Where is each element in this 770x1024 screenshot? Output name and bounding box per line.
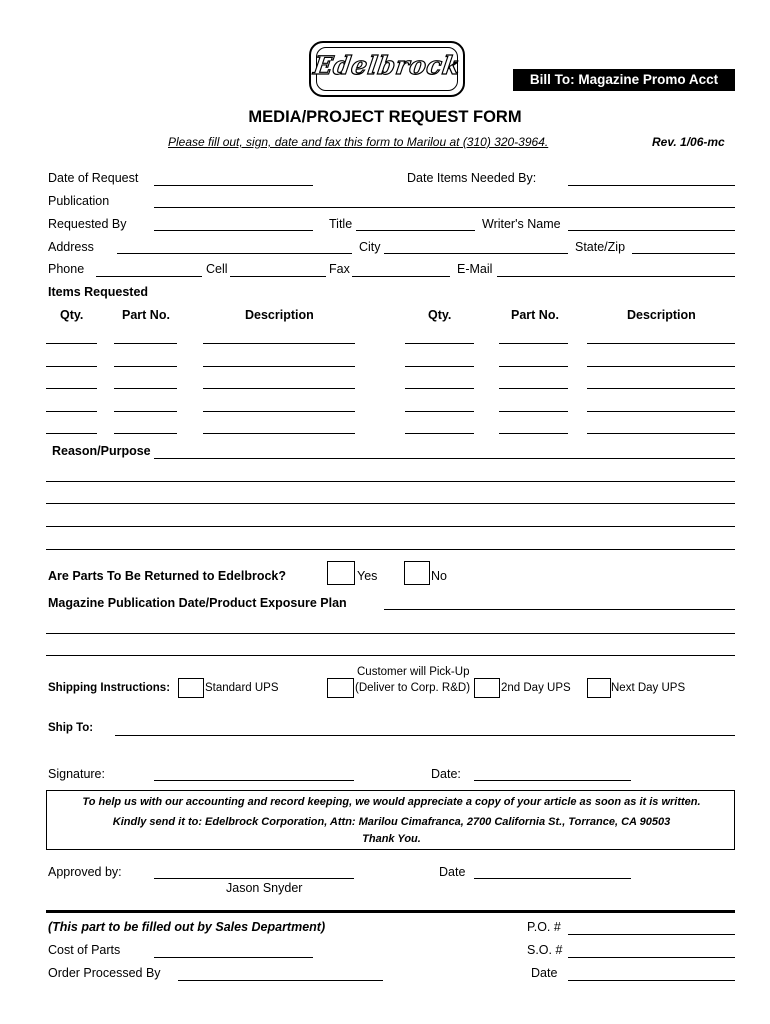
approval-date-label: Date	[439, 865, 466, 879]
note-line-2: Kindly send it to: Edelbrock Corporation, Attn: Marilou Cimafranca, 2700 California St., Torrance, CA 90503	[112, 816, 671, 828]
date-of-request-label: Date of Request	[48, 171, 139, 185]
item-qty-right-field-row-5[interactable]	[405, 433, 474, 434]
item-partno-left-field-row-2[interactable]	[114, 366, 177, 367]
items-requested-heading: Items Requested	[48, 285, 149, 299]
item-description-left-field-row-3[interactable]	[203, 388, 355, 389]
reason-label: Reason/Purpose	[52, 444, 151, 458]
logo-wordmark: Edelbrock	[311, 51, 463, 80]
item-qty-left-field-row-3[interactable]	[46, 388, 97, 389]
fax-label: Fax	[329, 262, 350, 276]
returns-yes-label: Yes	[357, 569, 378, 583]
pickup-label-line1: Customer will Pick-Up	[357, 666, 470, 678]
item-qty-right-field-row-4[interactable]	[405, 411, 474, 412]
email-label: E-Mail	[457, 262, 493, 276]
approval-date-field[interactable]	[474, 878, 631, 879]
publication-label: Publication	[48, 194, 110, 208]
phone-label: Phone	[48, 262, 85, 276]
sales-section-heading: (This part to be filled out by Sales Department)	[48, 920, 326, 934]
ship-to-field[interactable]	[115, 735, 735, 736]
note-line-1: To help us with our accounting and record keeping, we would appreciate a copy of your article as soon as it is written.	[82, 796, 701, 808]
edelbrock-logo	[309, 41, 465, 97]
standard-ups-label: Standard UPS	[205, 682, 279, 694]
item-partno-right-field-row-5[interactable]	[499, 433, 568, 434]
magazine-plan-label: Magazine Publication Date/Product Exposure Plan	[48, 596, 347, 610]
item-partno-right-field-row-2[interactable]	[499, 366, 568, 367]
col-qty-right: Qty.	[428, 308, 452, 322]
date-of-request-field[interactable]	[154, 185, 313, 186]
address-label: Address	[48, 240, 94, 254]
email-field[interactable]	[497, 276, 735, 277]
approved-by-label: Approved by:	[48, 865, 122, 879]
date-items-needed-field[interactable]	[568, 185, 735, 186]
item-description-right-field-row-1[interactable]	[587, 343, 735, 344]
signature-date-label: Date:	[431, 767, 461, 781]
order-processed-by-field[interactable]	[178, 980, 383, 981]
requested-by-field[interactable]	[154, 230, 313, 231]
item-description-right-field-row-5[interactable]	[587, 433, 735, 434]
item-partno-right-field-row-3[interactable]	[499, 388, 568, 389]
returns-question: Are Parts To Be Returned to Edelbrock?	[48, 569, 287, 583]
item-qty-left-field-row-2[interactable]	[46, 366, 97, 367]
title-field[interactable]	[356, 230, 475, 231]
po-field[interactable]	[568, 934, 735, 935]
magazine-plan-field-2[interactable]	[46, 633, 735, 634]
city-field[interactable]	[384, 253, 568, 254]
returns-yes-checkbox[interactable]	[327, 561, 355, 585]
shipping-instructions-label: Shipping Instructions:	[48, 682, 171, 694]
requested-by-label: Requested By	[48, 217, 127, 231]
item-qty-left-field-row-1[interactable]	[46, 343, 97, 344]
col-partno-right: Part No.	[511, 308, 559, 322]
revision-label: Rev. 1/06-mc	[652, 135, 725, 149]
approver-name: Jason Snyder	[226, 881, 303, 895]
second-day-ups-label: 2nd Day UPS	[501, 682, 571, 694]
item-qty-right-field-row-1[interactable]	[405, 343, 474, 344]
next-day-ups-label: Next Day UPS	[611, 682, 686, 694]
cost-of-parts-field[interactable]	[154, 957, 313, 958]
next-day-ups-checkbox[interactable]	[587, 678, 611, 698]
reason-field-line-2[interactable]	[46, 481, 735, 482]
item-qty-right-field-row-3[interactable]	[405, 388, 474, 389]
title-label: Title	[329, 217, 353, 231]
magazine-plan-field-1[interactable]	[384, 609, 735, 610]
so-label: S.O. #	[527, 943, 563, 957]
item-description-left-field-row-1[interactable]	[203, 343, 355, 344]
col-qty-left: Qty.	[60, 308, 84, 322]
state-zip-label: State/Zip	[575, 240, 626, 254]
item-partno-left-field-row-4[interactable]	[114, 411, 177, 412]
cell-label: Cell	[206, 262, 228, 276]
item-description-left-field-row-2[interactable]	[203, 366, 355, 367]
order-processed-by-label: Order Processed By	[48, 966, 161, 980]
item-partno-left-field-row-3[interactable]	[114, 388, 177, 389]
sales-date-label: Date	[531, 966, 558, 980]
standard-ups-checkbox[interactable]	[178, 678, 204, 698]
item-qty-right-field-row-2[interactable]	[405, 366, 474, 367]
item-partno-right-field-row-1[interactable]	[499, 343, 568, 344]
col-partno-left: Part No.	[122, 308, 170, 322]
magazine-plan-field-3[interactable]	[46, 655, 735, 656]
returns-no-checkbox[interactable]	[404, 561, 430, 585]
phone-field[interactable]	[96, 276, 202, 277]
bill-to-banner: Bill To: Magazine Promo Acct	[513, 69, 735, 91]
col-description-left: Description	[245, 308, 314, 322]
customer-pickup-checkbox[interactable]	[327, 678, 354, 698]
writers-name-field[interactable]	[568, 230, 735, 231]
state-zip-field[interactable]	[632, 253, 735, 254]
item-description-right-field-row-3[interactable]	[587, 388, 735, 389]
item-qty-left-field-row-4[interactable]	[46, 411, 97, 412]
item-description-right-field-row-4[interactable]	[587, 411, 735, 412]
item-description-right-field-row-2[interactable]	[587, 366, 735, 367]
sales-date-field[interactable]	[568, 980, 735, 981]
cell-field[interactable]	[230, 276, 326, 277]
item-partno-left-field-row-1[interactable]	[114, 343, 177, 344]
item-partno-left-field-row-5[interactable]	[114, 433, 177, 434]
reason-field-line-4[interactable]	[46, 526, 735, 527]
publication-field[interactable]	[154, 207, 735, 208]
signature-date-field[interactable]	[474, 780, 631, 781]
date-items-needed-label: Date Items Needed By:	[407, 171, 537, 185]
po-label: P.O. #	[527, 920, 561, 934]
fax-field[interactable]	[352, 276, 450, 277]
sales-section-divider	[46, 910, 735, 913]
second-day-ups-checkbox[interactable]	[474, 678, 500, 698]
col-description-right: Description	[627, 308, 696, 322]
signature-field[interactable]	[154, 780, 354, 781]
signature-label: Signature:	[48, 767, 105, 781]
approved-by-field[interactable]	[154, 878, 354, 879]
instructions-text: Please fill out, sign, date and fax this form to Marilou at (310) 320-3964.	[168, 135, 549, 149]
item-description-left-field-row-4[interactable]	[203, 411, 355, 412]
item-qty-left-field-row-5[interactable]	[46, 433, 97, 434]
reason-field-line-5[interactable]	[46, 549, 735, 550]
item-description-left-field-row-5[interactable]	[203, 433, 355, 434]
reason-field-line-3[interactable]	[46, 503, 735, 504]
cost-of-parts-label: Cost of Parts	[48, 943, 121, 957]
form-title: MEDIA/PROJECT REQUEST FORM	[248, 108, 522, 126]
so-field[interactable]	[568, 957, 735, 958]
pickup-label-line2: (Deliver to Corp. R&D)	[355, 682, 471, 694]
reason-field-line-1[interactable]	[154, 458, 735, 459]
ship-to-label: Ship To:	[48, 722, 94, 734]
address-field[interactable]	[117, 253, 352, 254]
accounting-note-box	[46, 790, 735, 850]
city-label: City	[359, 240, 381, 254]
returns-no-label: No	[431, 569, 447, 583]
note-line-3: Thank You.	[362, 833, 421, 845]
writers-name-label: Writer's Name	[482, 217, 561, 231]
item-partno-right-field-row-4[interactable]	[499, 411, 568, 412]
